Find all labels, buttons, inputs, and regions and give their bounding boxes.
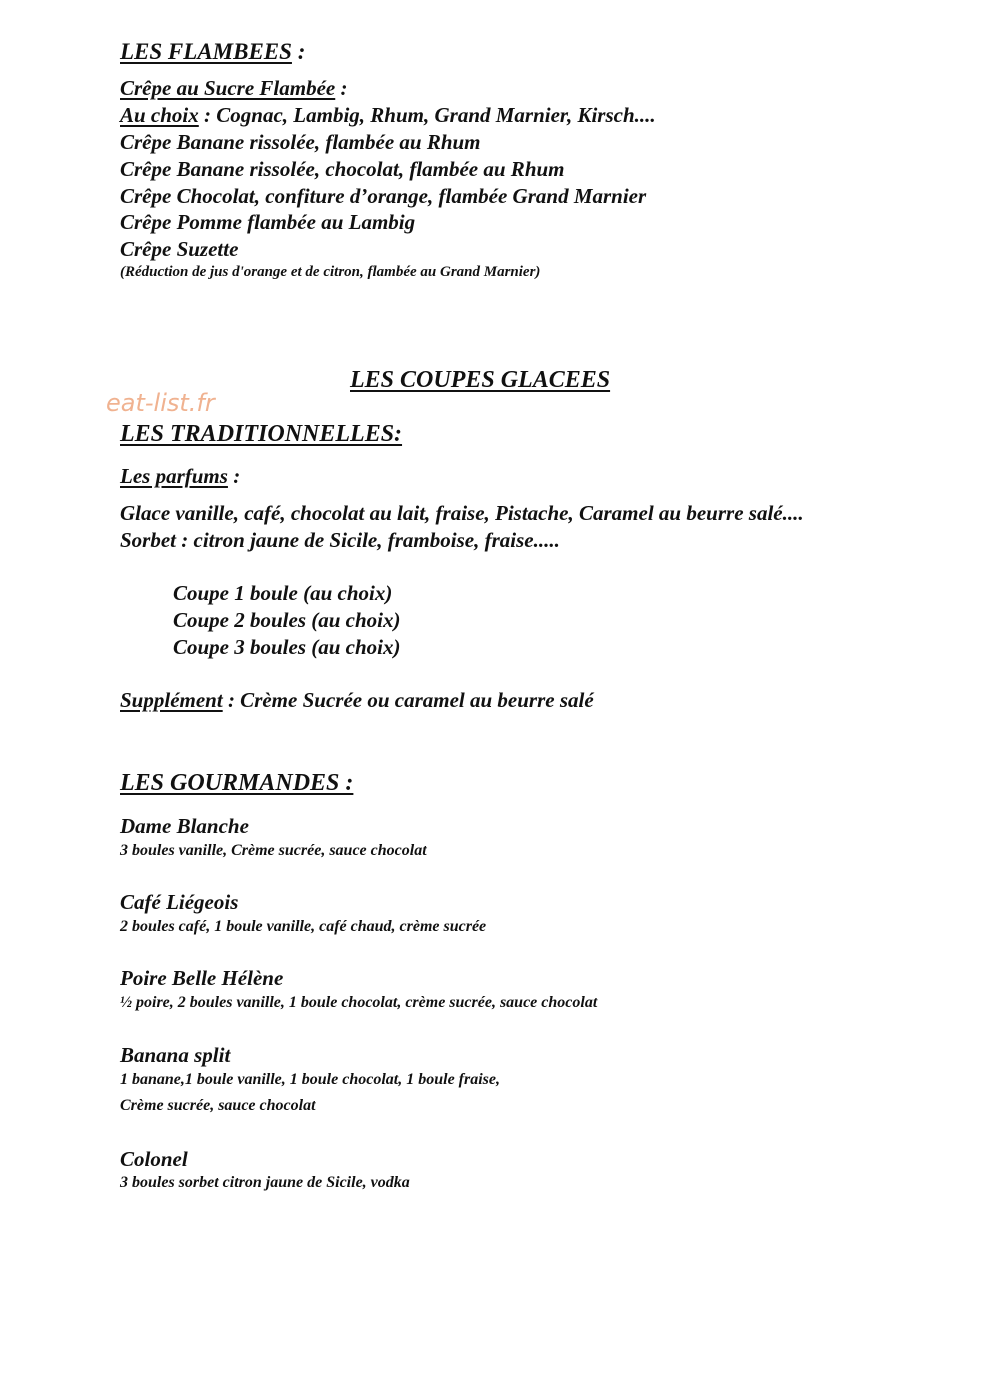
traditionnelles-title-text: LES TRADITIONNELLES: [120,421,403,447]
gourmande-desc: 3 boules sorbet citron jaune de Sicile, vodka [120,1174,410,1191]
gourmande-name: Colonel [120,1147,188,1171]
gourmande-name: Dame Blanche [120,814,249,838]
au-choix-line [120,105,656,126]
traditionnelles-title [120,422,402,446]
supplement-label: Supplément [120,688,223,712]
coupe-item: Coupe 1 boule (au choix) [173,581,393,605]
supplement-text: : Crème Sucrée ou caramel au beurre salé [222,688,594,712]
gourmande-desc-continued: Crème sucrée, sauce chocolat [120,1097,316,1114]
menu-item: Crêpe Chocolat, confiture d’orange, flambée Grand Marnier [120,184,647,208]
au-choix-text: : Cognac, Lambig, Rhum, Grand Marnier, Kirsch.... [198,103,656,127]
gourmandes-title [120,771,353,795]
coupe-item: Coupe 3 boules (au choix) [173,635,401,659]
coupe-item: Coupe 2 boules (au choix) [173,608,401,632]
sorbet-line: Sorbet : citron jaune de Sicile, framboise, fraise..... [120,528,560,552]
menu-item: Crêpe Banane rissolée, flambée au Rhum [120,130,481,154]
flambees-title: LES FLAMBEES [120,39,292,64]
supplement-line [120,690,594,711]
gourmande-desc: 2 boules café, 1 boule vanille, café chaud, crème sucrée [120,918,487,935]
menu-item: Crêpe Pomme flambée au Lambig [120,210,416,234]
crepe-sucre-heading [120,78,348,99]
au-choix-label: Au choix [120,103,199,127]
crepe-sucre-label: Crêpe au Sucre Flambée [120,76,336,100]
gourmandes-title-text: LES GOURMANDES : [120,770,354,796]
parfums-heading [120,466,240,487]
flambees-title-suffix: : [291,39,306,64]
parfums-suffix: : [227,464,241,488]
gourmande-desc: 1 banane,1 boule vanille, 1 boule chocolat, 1 boule fraise, [120,1071,500,1088]
watermark: eat-list.fr [106,389,215,417]
parfums-label: Les parfums [120,464,228,488]
gourmande-desc: ½ poire, 2 boules vanille, 1 boule chocolat, crème sucrée, sauce chocolat [120,994,598,1011]
suzette-description: (Réduction de jus d'orange et de citron, flambée au Grand Marnier) [120,264,541,280]
menu-item: Crêpe Banane rissolée, chocolat, flambée au Rhum [120,157,565,181]
glace-line: Glace vanille, café, chocolat au lait, fraise, Pistache, Caramel au beurre salé.... [120,501,804,525]
section-title-coupes: LES COUPES GLACEES [350,367,611,393]
menu-item: Crêpe Suzette [120,237,239,261]
gourmande-name: Banana split [120,1043,231,1067]
section-title-flambees [120,40,305,63]
crepe-sucre-suffix: : [335,76,348,100]
gourmande-name: Poire Belle Hélène [120,966,284,990]
gourmande-name: Café Liégeois [120,890,239,914]
gourmande-desc: 3 boules vanille, Crème sucrée, sauce chocolat [120,842,427,859]
